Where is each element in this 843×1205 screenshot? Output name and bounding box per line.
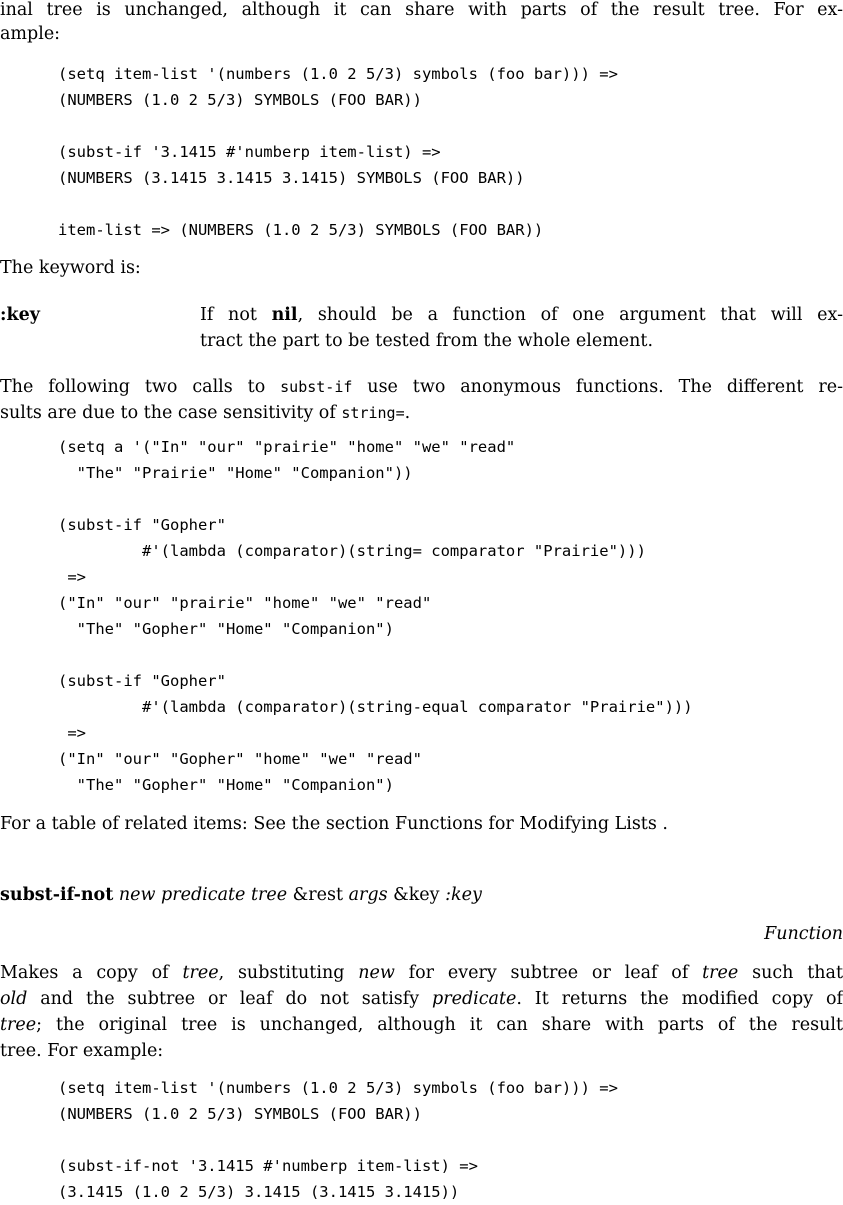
paragraph-line: The following two calls to subst-if use two anonymous functions. The different re- xyxy=(0,377,843,397)
code-line: (NUMBERS (1.0 2 5/3) SYMBOLS (FOO BAR)) xyxy=(58,91,422,109)
function-name: subst-if-not xyxy=(0,885,114,905)
emphasized-term: predicate xyxy=(432,989,517,1009)
code-line: ("In" "our" "Gopher" "home" "we" "read" xyxy=(58,750,422,768)
paragraph-line xyxy=(0,986,843,1012)
code-line: "The" "Gopher" "Home" "Companion") xyxy=(58,620,394,638)
code-line: (NUMBERS (3.1415 3.1415 3.1415) SYMBOLS (FOO BAR)) xyxy=(58,169,525,187)
keyword-intro: The keyword is: xyxy=(0,258,141,278)
function-signature: subst-if-not new predicate tree &rest args &key :key xyxy=(0,885,482,905)
emphasized-term: tree xyxy=(702,963,739,983)
code-line: (setq item-list '(numbers (1.0 2 5/3) symbols (foo bar))) => xyxy=(58,65,618,83)
keyword-description-line: tract the part to be tested from the whole element. xyxy=(200,331,654,351)
text-run: . It returns the modified copy of xyxy=(516,989,843,1009)
code-line: "The" "Gopher" "Home" "Companion") xyxy=(58,776,394,794)
text-run: and the subtree or leaf do not satisfy xyxy=(27,989,433,1009)
code-line: ("In" "our" "prairie" "home" "we" "read" xyxy=(58,594,432,612)
see-also-line: For a table of related items: See the section Functions for Modifying Lists . xyxy=(0,814,668,834)
code-line: (subst-if "Gopher" xyxy=(58,516,226,534)
paragraph-line xyxy=(0,1012,843,1038)
paragraph-line: tree. For example: xyxy=(0,1041,164,1061)
emphasized-term: old xyxy=(0,989,28,1009)
code-line: (3.1415 (1.0 2 5/3) 3.1415 (3.1415 3.1415)) xyxy=(58,1183,460,1201)
emphasized-term: new xyxy=(358,963,395,983)
text-run: Makes a copy of xyxy=(0,963,183,983)
code-line: (NUMBERS (1.0 2 5/3) SYMBOLS (FOO BAR)) xyxy=(58,1105,422,1123)
code-line: (subst-if '3.1415 #'numberp item-list) => xyxy=(58,143,441,161)
code-line: #'(lambda (comparator)(string= comparator "Prairie"))) xyxy=(58,542,646,560)
code-line: (setq item-list '(numbers (1.0 2 5/3) symbols (foo bar))) => xyxy=(58,1079,618,1097)
code-line: item-list => (NUMBERS (1.0 2 5/3) SYMBOLS (FOO BAR)) xyxy=(58,221,544,239)
text-run: such that xyxy=(738,963,843,983)
code-line: (setq a '("In" "our" "prairie" "home" "we" "read" xyxy=(58,438,516,456)
code-line: (subst-if-not '3.1415 #'numberp item-list) => xyxy=(58,1157,478,1175)
paragraph-line: ample: xyxy=(0,24,61,44)
text-run: , substituting xyxy=(218,963,359,983)
code-line: => xyxy=(58,724,86,742)
keyword-description-line: If not nil, should be a function of one argument that will ex- xyxy=(200,305,843,325)
text-run: for every subtree or leaf of xyxy=(394,963,703,983)
code-line: #'(lambda (comparator)(string-equal comparator "Prairie"))) xyxy=(58,698,693,716)
emphasized-term: tree xyxy=(0,1015,37,1035)
code-line: (subst-if "Gopher" xyxy=(58,672,226,690)
code-line: => xyxy=(58,568,86,586)
emphasized-term: tree xyxy=(182,963,219,983)
keyword-term: :key xyxy=(0,305,40,325)
entry-category: Function xyxy=(764,924,843,944)
text-run: ; the original tree is unchanged, although it can share with parts of the result xyxy=(36,1015,843,1035)
code-line: "The" "Prairie" "Home" "Companion")) xyxy=(58,464,413,482)
paragraph-line xyxy=(0,960,843,986)
paragraph-line: inal tree is unchanged, although it can share with parts of the result tree. For ex- xyxy=(0,0,843,20)
paragraph-line: sults are due to the case sensitivity of string=. xyxy=(0,403,411,423)
